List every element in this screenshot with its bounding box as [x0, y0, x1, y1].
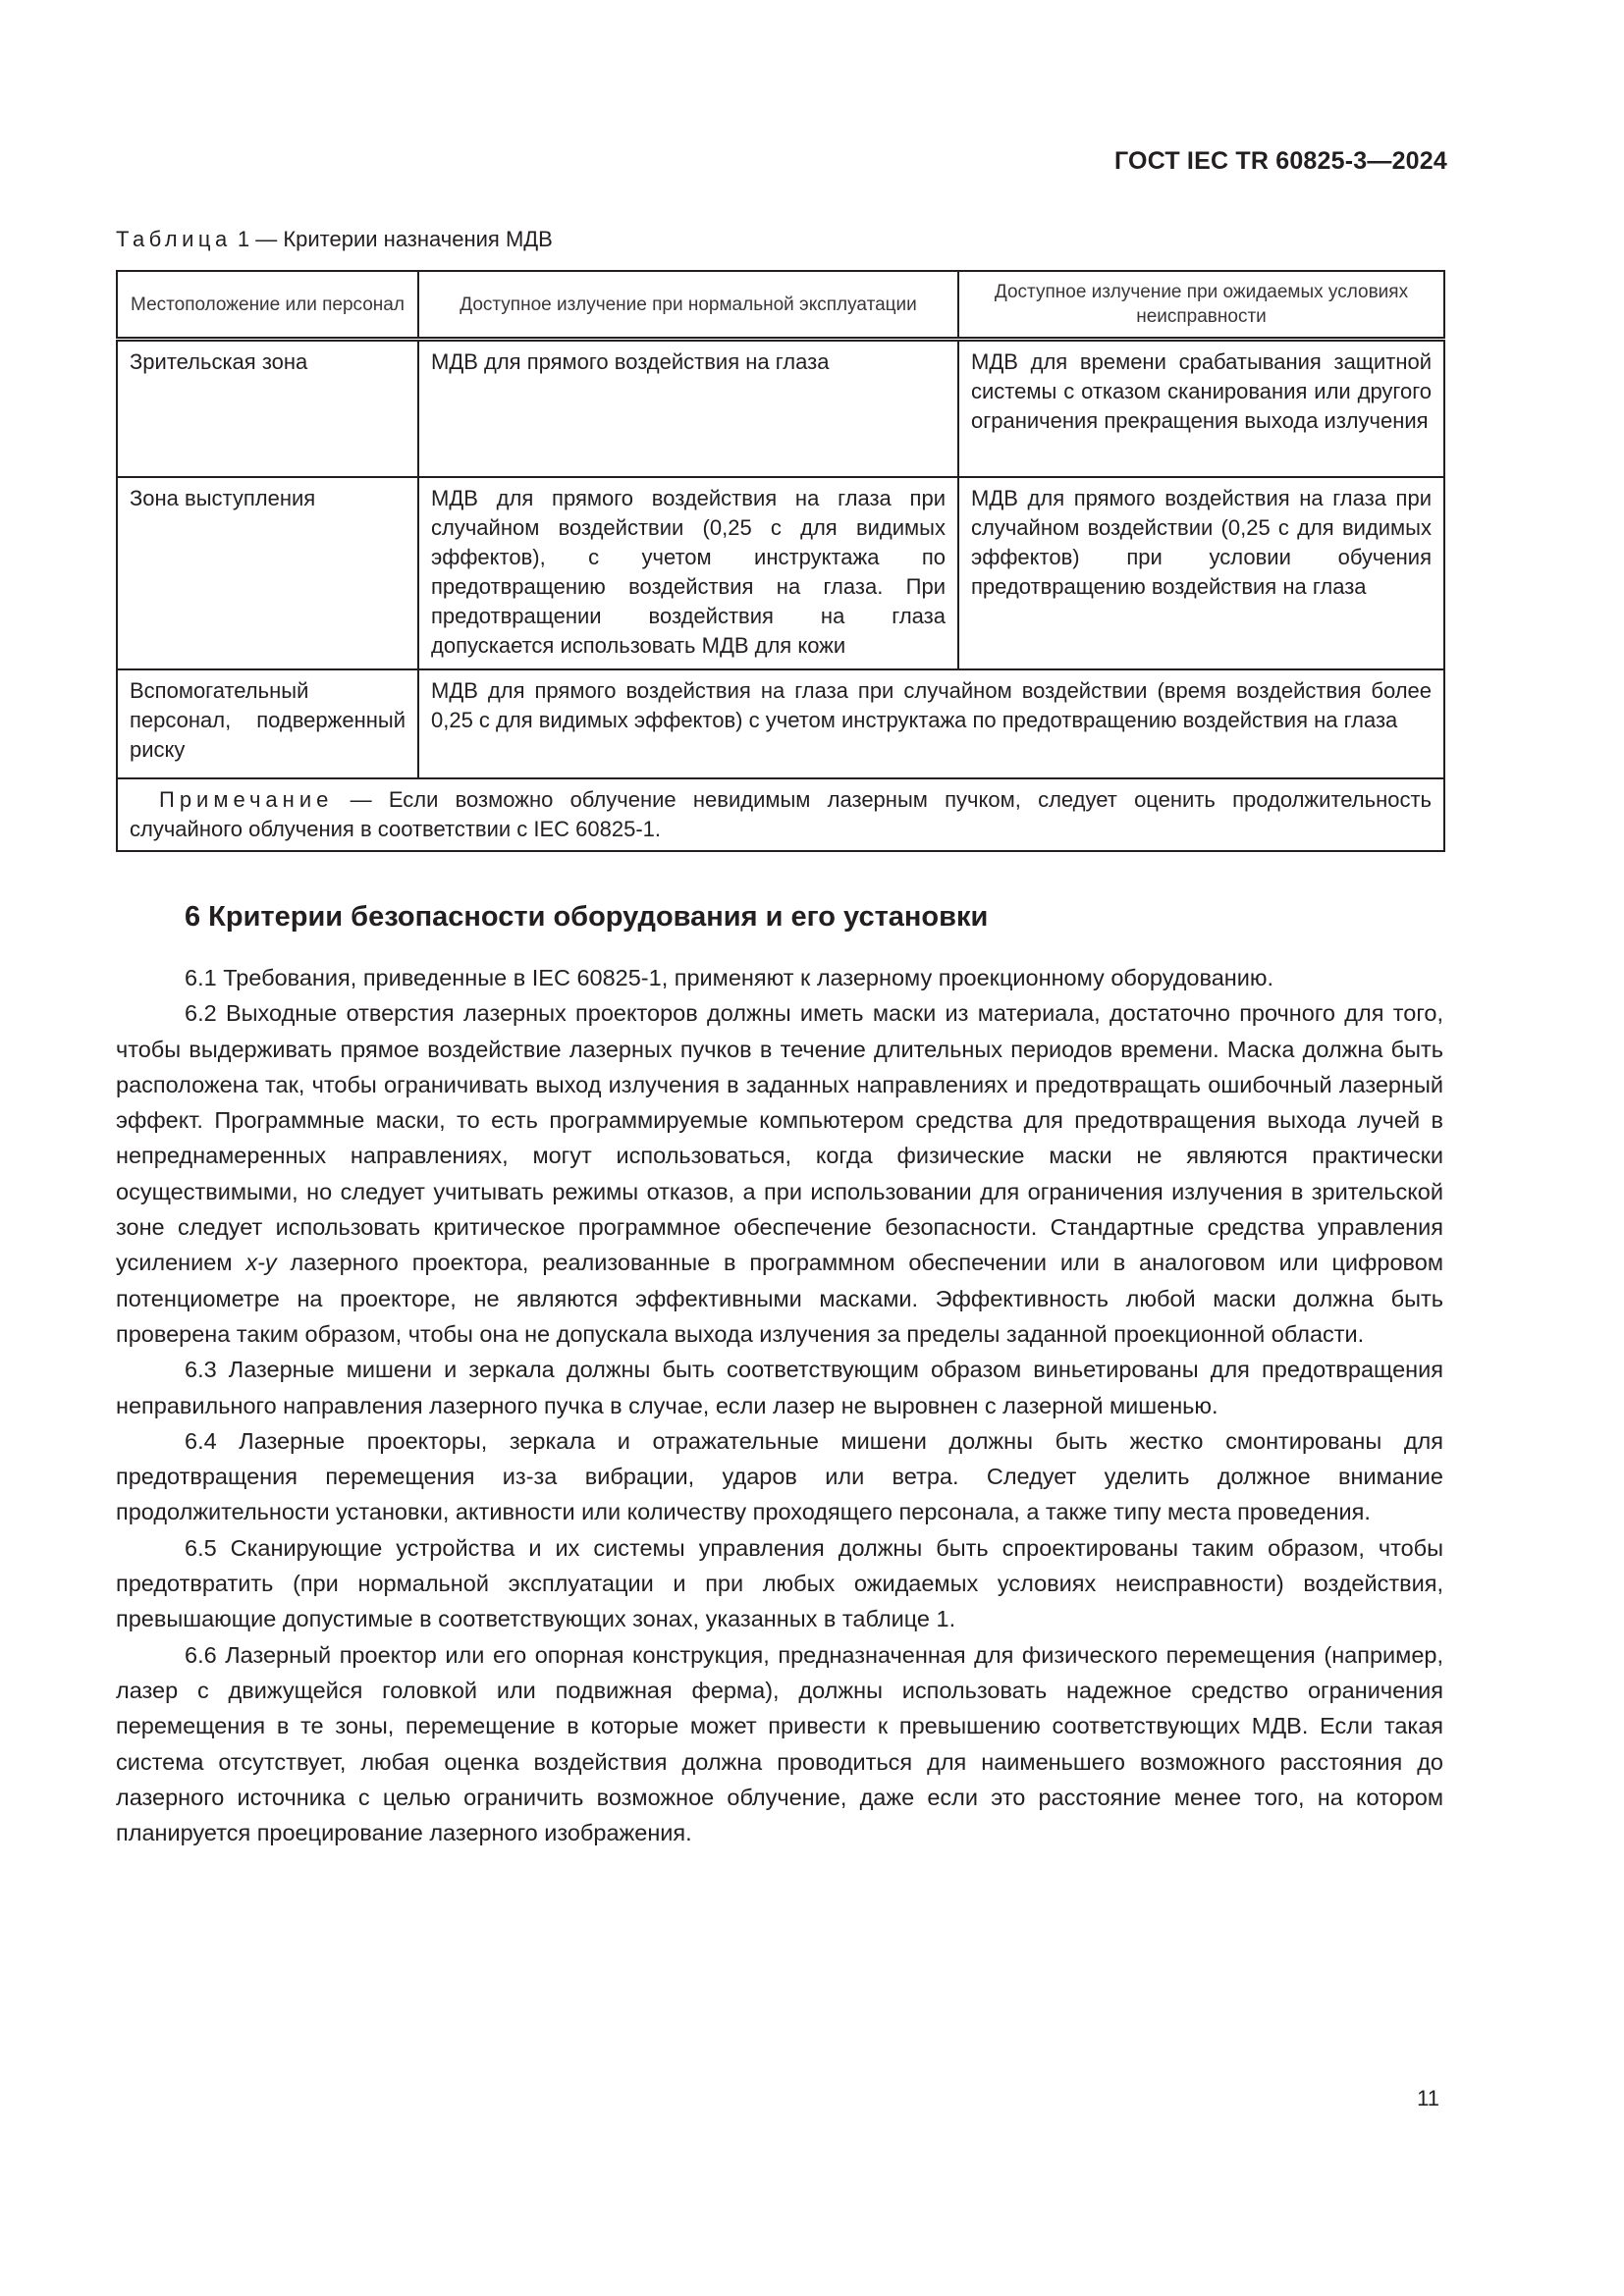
paragraph-6-3: 6.3 Лазерные мишени и зеркала должны быть соответствующим образом виньетированы для предотвращения неправильного направления лазерного пучка в случае, если лазер не выровнен с лазерной мишенью. [116, 1357, 1443, 1418]
table-caption-label: Таблица [116, 227, 232, 251]
cell-location: Вспомогательный персонал, подверженный риску [117, 669, 418, 778]
table-row [117, 340, 1444, 478]
paragraph-6-2 [116, 995, 1443, 1352]
cell-location: Зона выступления [117, 477, 418, 669]
cell-location: Зрительская зона [117, 340, 418, 478]
note-text: — Если возможно облучение невидимым лазерным пучком, следует оценить продолжительность случайного облучения в соответствии с IEC 60825-1. [130, 787, 1432, 841]
paragraph-6-2-start: 6.2 Выходные отверстия лазерных проекторов должны иметь маски из материала, достаточно прочного для того, чтобы выдерживать прямое воздействие лазерных пучков в течение длительных периодов времени. Маска должна быть расположена так, чтобы ограничивать выход излучения в заданных направлениях и предотвращать ошибочный лазерный эффект. Программные маски, то есть программируемые компьютером средства для предотвращения выхода лучей в непреднамеренных направлениях, могут использоваться, когда физические маски не являются практически осуществимыми, но следует учитывать режимы отказов, а при использовании для ограничения излучения в зрительской зоне следует использовать критическое программное обеспечение безопасности. Стандартные средства управления усилением [116, 1000, 1443, 1276]
mpe-criteria-table [116, 270, 1445, 852]
document-header: ГОСТ IEC TR 60825-3—2024 [1114, 147, 1447, 175]
paragraph-6-1: 6.1 Требования, приведенные в IEC 60825-1, применяют к лазерному проекционному оборудованию. [185, 965, 1274, 990]
section-body [116, 960, 1443, 1850]
table-header-row [117, 271, 1444, 340]
table-note-row [117, 778, 1444, 851]
table-row [117, 669, 1444, 778]
paragraph-6-5: 6.5 Сканирующие устройства и их системы управления должны быть спроектированы таким образом, чтобы предотвратить (при нормальной эксплуатации и при любых ожидаемых условиях неисправности) воздействия, превышающие допустимые в соответствующих зонах, указанных в таблице 1. [116, 1534, 1443, 1632]
note-label: Примечание [159, 787, 334, 812]
cell-merged: МДВ для прямого воздействия на глаза при случайном воздействии (время воздействия более 0,25 с для видимых эффектов) с учетом инструктажа по предотвращению воздействия на глаза [418, 669, 1444, 778]
page-number: 11 [1417, 2086, 1439, 2110]
cell-normal: МДВ для прямого воздействия на глаза при случайном воздействии (0,25 с для видимых эффектов), с учетом инструктажа по предотвращению воздействия на глаза. При предотвращении воздействия на глаза допускается использовать МДВ для кожи [418, 477, 958, 669]
paragraph-6-2-end: лазерного проектора, реализованные в программном обеспечении или в аналоговом или цифровом потенциометре на проекторе, не являются эффективными масками. Эффективность любой маски должна быть проверена таким образом, чтобы она не допускала выхода излучения за пределы заданной проекционной области. [116, 1250, 1443, 1347]
table-caption [116, 227, 553, 252]
column-header-location: Местоположение или персонал [117, 271, 418, 340]
table-note [117, 778, 1444, 851]
paragraph-6-4: 6.4 Лазерные проекторы, зеркала и отражательные мишени должны быть жестко смонтированы для предотвращения перемещения из-за вибрации, ударов или ветра. Следует уделить должное внимание продолжительности установки, активности или количеству проходящего персонала, а также типу места проведения. [116, 1427, 1443, 1525]
paragraph-6-6: 6.6 Лазерный проектор или его опорная конструкция, предназначенная для физического перемещения (например, лазер с движущейся головкой или подвижная ферма), должны использовать надежное средство ограничения перемещения в те зоны, перемещение в которые может привести к превышению соответствующих МДВ. Если такая система отсутствует, любая оценка воздействия должна проводиться для наименьшего возможного расстояния до лазерного источника с целью ограничить возможное облучение, даже если это расстояние менее того, на котором планируется проецирование лазерного изображения. [116, 1641, 1443, 1846]
cell-fault: МДВ для прямого воздействия на глаза при случайном воздействии (0,25 с для видимых эффектов) при условии обучения предотвращению воздействия на глаза [958, 477, 1444, 669]
table-caption-title: 1 — Критерии назначения МДВ [231, 227, 553, 251]
paragraph-6-2-italic: x-y [245, 1250, 277, 1276]
column-header-fault-conditions: Доступное излучение при ожидаемых условиях неисправности [958, 271, 1444, 340]
section-heading: 6 Критерии безопасности оборудования и его установки [185, 901, 989, 933]
table-row [117, 477, 1444, 669]
cell-normal: МДВ для прямого воздействия на глаза [418, 340, 958, 478]
column-header-normal-operation: Доступное излучение при нормальной эксплуатации [418, 271, 958, 340]
cell-fault: МДВ для времени срабатывания защитной системы с отказом сканирования или другого ограничения прекращения выхода излучения [958, 340, 1444, 478]
